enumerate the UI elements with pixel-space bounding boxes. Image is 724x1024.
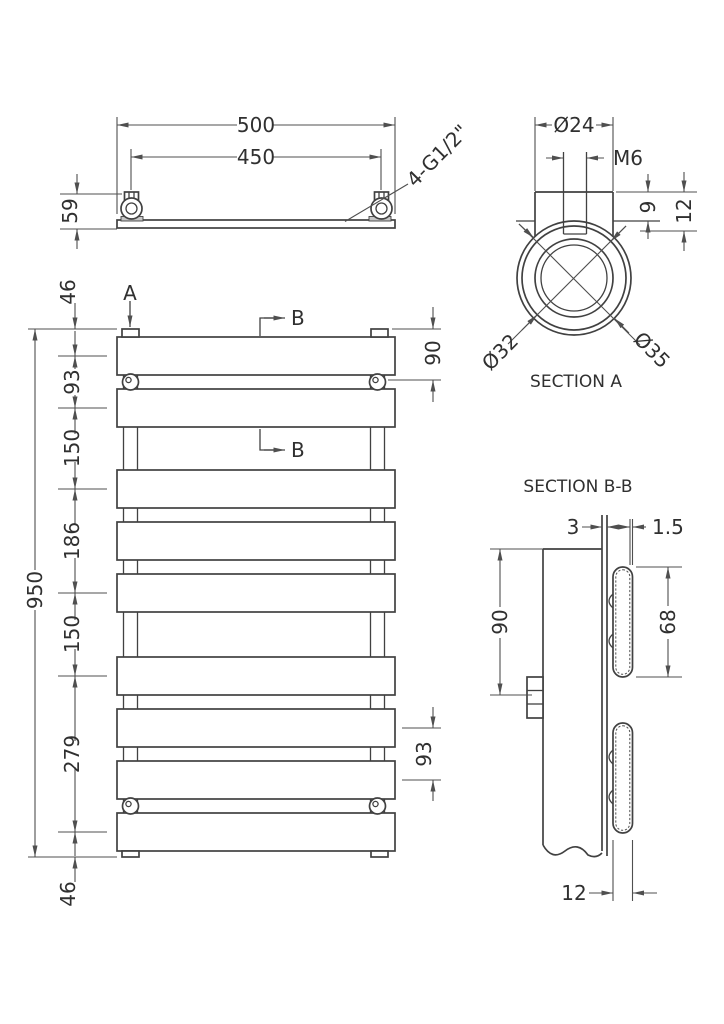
front-view	[23, 279, 445, 906]
section-a-marker: A	[123, 281, 137, 305]
dim-chain-150b: 150	[60, 614, 84, 654]
dim-chain-186: 186	[60, 521, 84, 561]
dim-panel-wall: 1.5	[652, 515, 684, 539]
dim-boss-diameter: Ø24	[553, 113, 595, 137]
section-b-marker-upper: B	[291, 306, 305, 330]
section-a-title: SECTION A	[530, 372, 622, 392]
bottom-left-tab	[122, 851, 139, 857]
top-view	[58, 113, 473, 249]
dim-thread-size: M6	[613, 146, 643, 170]
dim-panel-thickness: 12	[561, 881, 587, 905]
dim-chain-46-top: 46	[56, 279, 80, 305]
dim-tube-wall: 3	[566, 515, 580, 539]
mounting-clip	[527, 677, 543, 718]
dim-chain-93: 93	[60, 369, 84, 395]
panel-section-upper	[609, 567, 633, 677]
section-a-view	[477, 113, 697, 392]
top-right-tab	[371, 329, 388, 337]
dim-overall-height: 950	[23, 570, 47, 610]
dim-overall-width: 500	[236, 113, 276, 137]
break-line	[543, 845, 602, 857]
top-left-tab	[122, 329, 139, 337]
dim-panel-pitch: 93	[412, 741, 436, 767]
left-valve-fitting	[121, 192, 142, 219]
dim-inner-diameter: Ø32	[476, 328, 524, 376]
dim-thread-depth: 9	[636, 200, 660, 214]
thread-callout: 4-G1/2"	[401, 119, 474, 192]
dim-bracket-height: 90	[488, 609, 512, 635]
dim-bar-height: 59	[58, 198, 82, 224]
dim-panel-height: 68	[656, 609, 680, 635]
dim-chain-279: 279	[60, 734, 84, 774]
dim-chain-46-bottom: 46	[56, 881, 80, 907]
right-valve-fitting	[371, 192, 392, 219]
bottom-right-tab	[371, 851, 388, 857]
section-b-marker-lower: B	[291, 438, 305, 462]
dim-boss-depth: 12	[672, 198, 696, 224]
panel-section-lower	[609, 723, 633, 833]
dim-top-panel-height: 90	[421, 340, 445, 366]
dim-chain-150a: 150	[60, 428, 84, 468]
section-b-view	[488, 477, 684, 905]
dim-outer-diameter: Ø35	[628, 326, 676, 374]
dim-mount-spacing: 450	[236, 145, 276, 169]
section-b-title: SECTION B-B	[523, 477, 633, 497]
radiator-panels	[117, 337, 395, 851]
